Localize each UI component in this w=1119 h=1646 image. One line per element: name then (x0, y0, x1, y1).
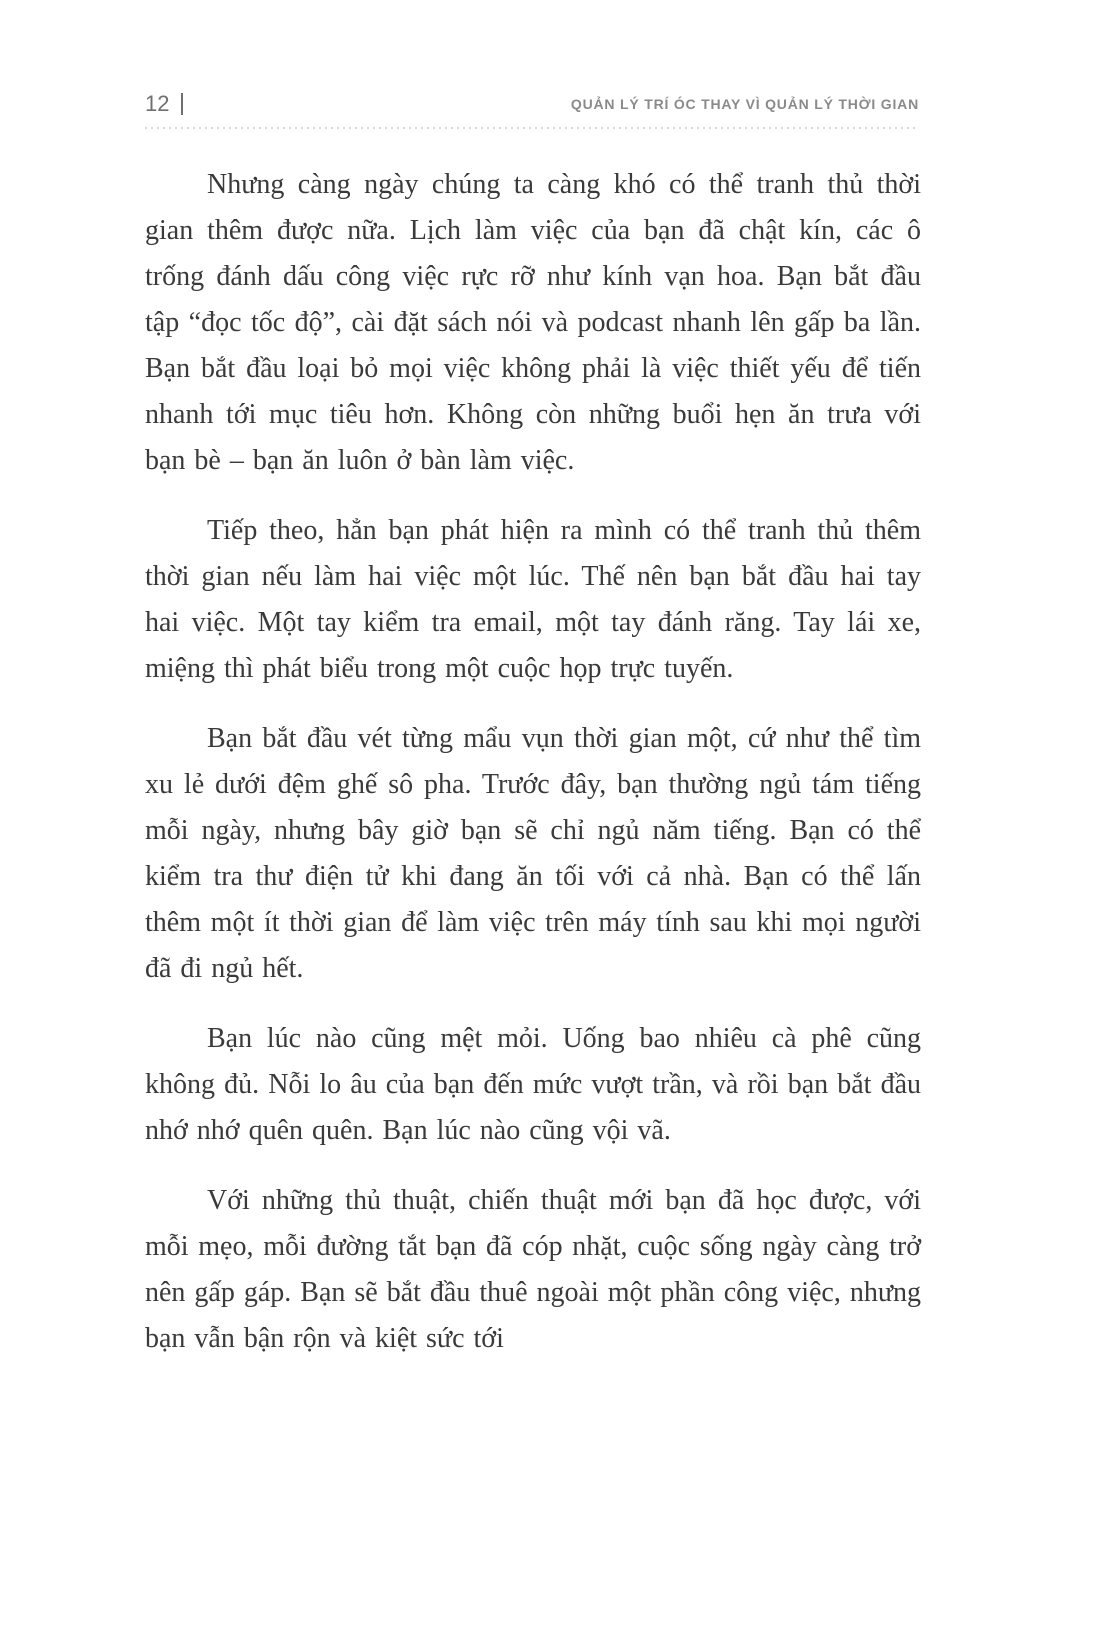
paragraph: Với những thủ thuật, chiến thuật mới bạn đã học được, với mỗi mẹo, mỗi đường tắt bạn đã cóp nhặt, cuộc sống ngày càng trở nên gấp gáp. Bạn sẽ bắt đầu thuê ngoài một phần công việc, nhưng bạn vẫn bận rộn và kiệt sức tới (145, 1185, 921, 1354)
paragraph: Bạn lúc nào cũng mệt mỏi. Uống bao nhiêu cà phê cũng không đủ. Nỗi lo âu của bạn đến mức vượt trần, và rồi bạn bắt đầu nhớ nhớ quên quên. Bạn lúc nào cũng vội vã. (145, 1023, 921, 1146)
paragraph: Bạn bắt đầu vét từng mẩu vụn thời gian một, cứ như thể tìm xu lẻ dưới đệm ghế sô pha. Trước đây, bạn thường ngủ tám tiếng mỗi ngày, nhưng bây giờ bạn sẽ chỉ ngủ năm tiếng. Bạn có thể kiểm tra thư điện tử khi đang ăn tối với cả nhà. Bạn có thể lấn thêm một ít thời gian để làm việc trên máy tính sau khi mọi người đã đi ngủ hết. (145, 723, 921, 984)
body-text (145, 162, 921, 1386)
paragraph: Nhưng càng ngày chúng ta càng khó có thể tranh thủ thời gian thêm được nữa. Lịch làm việc của bạn đã chật kín, các ô trống đánh dấu công việc rực rỡ như kính vạn hoa. Bạn bắt đầu tập “đọc tốc độ”, cài đặt sách nói và podcast nhanh lên gấp ba lần. Bạn bắt đầu loại bỏ mọi việc không phải là việc thiết yếu để tiến nhanh tới mục tiêu hơn. Không còn những buổi hẹn ăn trưa với bạn bè – bạn ăn luôn ở bàn làm việc. (145, 169, 921, 476)
page-header (145, 88, 919, 120)
page-number-group (145, 91, 183, 117)
running-title: QUẢN LÝ TRÍ ÓC THAY VÌ QUẢN LÝ THỜI GIAN (570, 96, 919, 112)
paragraph: Tiếp theo, hẳn bạn phát hiện ra mình có thể tranh thủ thêm thời gian nếu làm hai việc một lúc. Thế nên bạn bắt đầu hai tay hai việc. Một tay kiểm tra email, một tay đánh răng. Tay lái xe, miệng thì phát biểu trong một cuộc họp trực tuyến. (145, 515, 921, 684)
header-dotted-rule (145, 126, 919, 130)
page-number: 12 (145, 91, 170, 116)
page-number-divider (181, 93, 183, 115)
